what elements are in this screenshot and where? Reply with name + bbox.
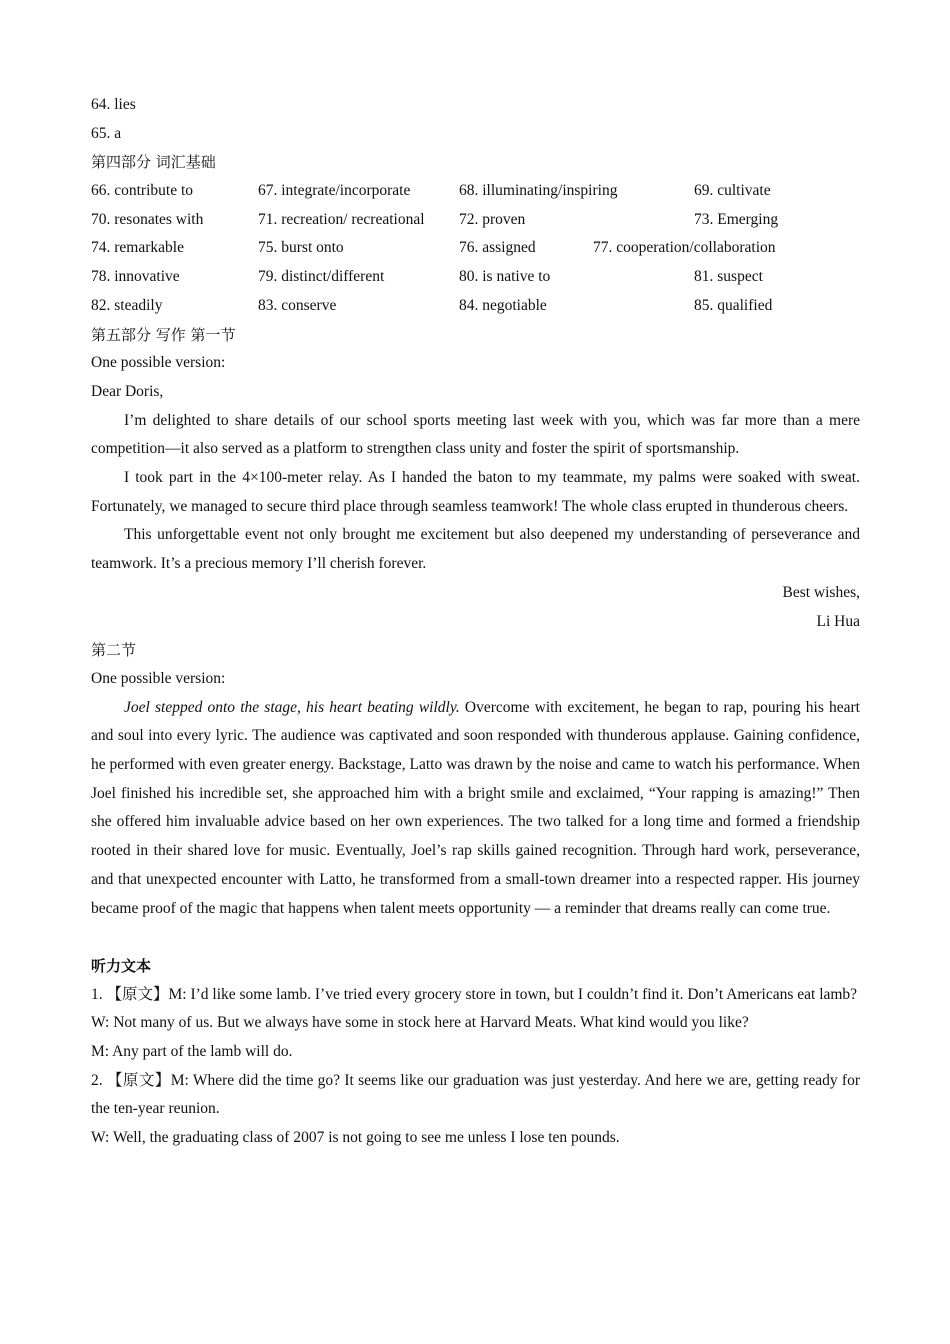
vocab-answer: 71. recreation/ recreational — [258, 210, 425, 228]
listening-heading: 听力文本 — [91, 956, 152, 975]
vocabulary-answers — [91, 177, 860, 321]
vocab-answer: 75. burst onto — [258, 239, 344, 257]
version-label: One possible version: — [91, 669, 226, 687]
listening-item-2: 2. 【原文】M: Where did the time go? It seems like our graduation was just yesterday. And here we are, getting ready for the ten-year reunion. — [91, 1071, 860, 1118]
vocab-answer: 79. distinct/different — [258, 268, 385, 286]
letter-signature: Li Hua — [816, 612, 860, 630]
vocab-answer: 67. integrate/incorporate — [258, 182, 411, 200]
letter-paragraph: This unforgettable event not only brought me excitement but also deepened my understanding of perseverance and teamwork. It’s a precious memory I’ll cherish forever. — [91, 526, 860, 573]
vocab-answer: 84. negotiable — [459, 296, 547, 314]
letter-paragraph: I took part in the 4×100-meter relay. As I handed the baton to my teammate, my palms were soaked with sweat. Fortunately, we managed to secure third place through seamless teamwork! The whole class erupted in thunderous cheers. — [91, 469, 860, 515]
letter-paragraph: I’m delighted to share details of our school sports meeting last week with you, which was far more than a mere competition—it also served as a platform to strengthen class unity and foster the spirit of sportsmanship. — [91, 411, 860, 458]
vocab-row — [91, 234, 860, 263]
section5b-heading: 第二节 — [91, 641, 137, 660]
version-label: One possible version: — [91, 354, 226, 372]
vocab-answer: 74. remarkable — [91, 239, 184, 257]
story-opening-sentence: Joel stepped onto the stage, his heart beating wildly. — [124, 698, 460, 716]
vocab-row — [91, 177, 860, 206]
vocab-answer: 76. assigned — [459, 239, 536, 257]
dialogue-line: W: Not many of us. But we always have some in stock here at Harvard Meats. What kind would you like? — [91, 1014, 749, 1032]
vocab-answer: 77. cooperation/collaboration — [593, 239, 776, 257]
vocab-answer: 83. conserve — [258, 296, 337, 314]
vocab-answer: 81. suspect — [694, 268, 763, 286]
vocab-answer: 66. contribute to — [91, 182, 194, 200]
vocab-row — [91, 292, 860, 321]
vocab-answer: 85. qualified — [694, 296, 773, 314]
document-page — [91, 91, 860, 1153]
answer-64: 64. lies — [91, 96, 136, 113]
story-paragraph — [91, 694, 860, 924]
vocab-answer: 72. proven — [459, 210, 526, 228]
vocab-answer: 69. cultivate — [694, 182, 771, 200]
story-continuation: Overcome with excitement, he began to rap, pouring his heart and soul into every lyric. The audience was captivated and soon responded with thunderous applause. Gaining confidence, he performed with even greater energy. Backstage, Latto was drawn by the noise and came to watch his performance. When Joel finished his incredible set, she approached him with a bright smile and exclaimed, “Your rapping is amazing!” Then she offered him invaluable advice based on her own experiences. The two talked for a long time and formed a friendship rooted in their shared love for music. Eventually, Joel’s rap skills gained recognition. Through hard work, perseverance, and that unexpected encounter with Latto, he transformed from a small-town dreamer into a respected rapper. His journey became proof of the magic that happens when talent meets opportunity — a reminder that dreams really can come true. — [91, 698, 860, 917]
vocab-answer: 80. is native to — [459, 268, 551, 286]
vocab-row — [91, 263, 860, 292]
listening-item-1: 1. 【原文】M: I’d like some lamb. I’ve tried every grocery store in town, but I couldn’t find it. Don’t Americans eat lamb? — [91, 985, 858, 1003]
vocab-answer: 82. steadily — [91, 296, 163, 314]
vocab-answer: 68. illuminating/inspiring — [459, 182, 618, 200]
letter-greeting: Dear Doris, — [91, 382, 164, 400]
vocab-answer: 73. Emerging — [694, 210, 779, 228]
spacer — [91, 923, 860, 952]
dialogue-line: M: Any part of the lamb will do. — [91, 1042, 293, 1060]
section4-heading: 第四部分 词汇基础 — [91, 153, 216, 172]
dialogue-line: W: Well, the graduating class of 2007 is not going to see me unless I lose ten pounds. — [91, 1129, 620, 1147]
answer-65: 65. a — [91, 124, 122, 142]
vocab-answer: 70. resonates with — [91, 210, 204, 228]
section5-heading: 第五部分 写作 第一节 — [91, 325, 236, 344]
letter-closing: Best wishes, — [782, 583, 860, 601]
vocab-row — [91, 206, 860, 235]
vocab-answer: 78. innovative — [91, 268, 180, 286]
